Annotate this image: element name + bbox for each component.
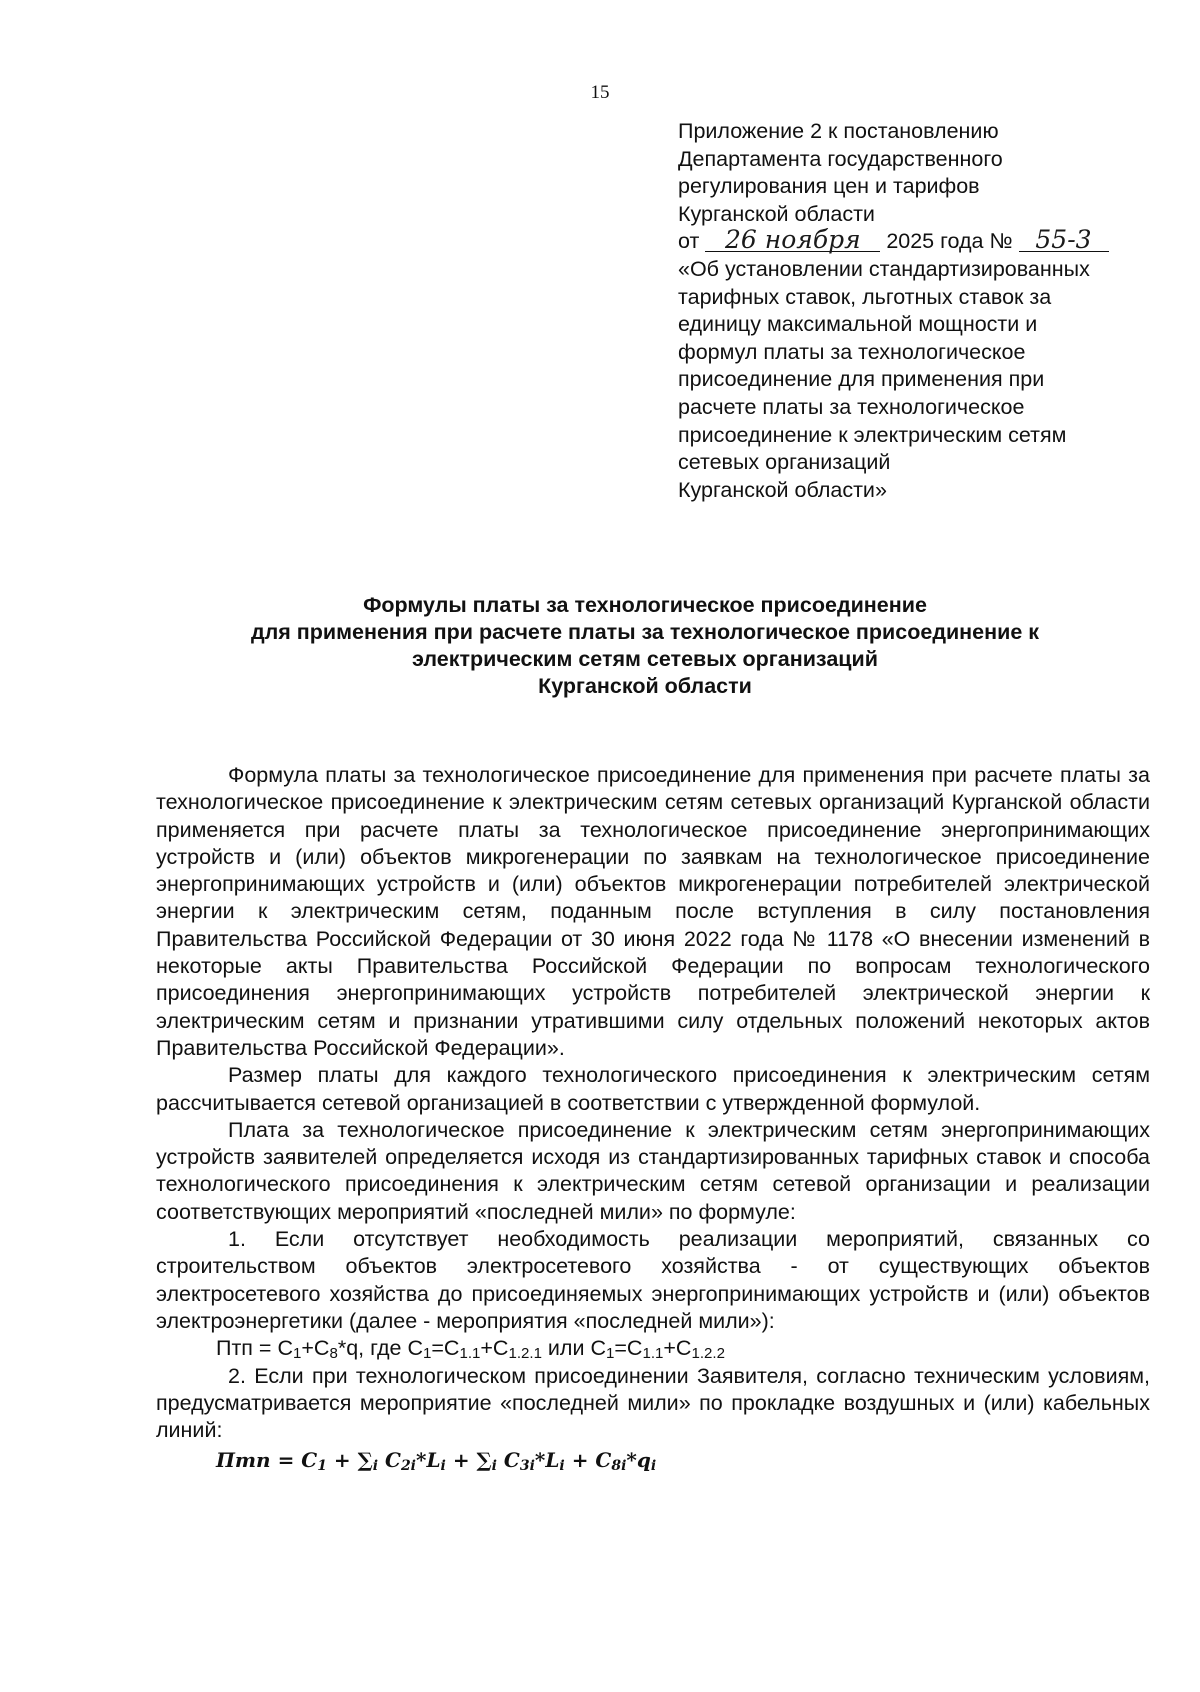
formula-subscript: i [650,1458,657,1475]
appendix-title-line: формул платы за технологическое [678,339,1026,364]
document-body [156,762,1150,1475]
appendix-title-line: сетевых организаций [678,450,891,475]
appendix-date-line [678,225,1148,256]
formula-term: =C [614,1336,643,1361]
formula-subscript: 3i [519,1458,535,1475]
formula-subscript: 1 [422,1345,432,1363]
formula-subscript: 1 [605,1345,615,1363]
handwritten-number: 55-3 [1019,229,1109,252]
paragraph-case-1: 1. Если отсутствует необходимость реализации мероприятий, связанных со строительством объектов электросетевого хозяйства - от существующих объектов электросетевого хозяйства до присоединяемых энергопринимающих устройств и (или) объектов электроэнергетики (далее - мероприятия «последней мили»): [156,1227,1150,1333]
formula-term: *q, где C [337,1336,423,1361]
page-number: 15 [590,82,610,103]
formula-case-1 [156,1335,1150,1362]
appendix-header [678,118,1148,504]
formula-term: C [496,1448,520,1473]
formula-term: =C [431,1336,460,1361]
formula-subscript: 1.1 [459,1345,481,1363]
formula-term: +C [480,1336,509,1361]
formula-subscript: 1 [317,1458,327,1475]
appendix-title-line: Курганской области» [678,477,887,502]
appendix-title-line: тарифных ставок, льготных ставок за [678,284,1052,309]
year-text: 2025 года № [886,229,1013,254]
title-line: для применения при расчете платы за технологическое присоединение к [250,620,1040,644]
appendix-title-line: «Об установлении стандартизированных [678,256,1090,281]
formula-subscript: 2i [400,1458,416,1475]
paragraph-case-2: 2. Если при технологическом присоединении Заявителя, согласно техническим условиям, предусматривается мероприятие «последней мили» по прокладке воздушных и (или) кабельных линий: [156,1363,1150,1443]
date-prefix: от [678,229,700,254]
formula-subscript: i [440,1458,446,1475]
appendix-title-line: единицу максимальной мощности и [678,312,1038,337]
formula-term: C [378,1448,401,1473]
appendix-line: регулирования цен и тарифов [678,174,980,199]
formula-subscript: 8i [611,1458,627,1475]
formula-term: *L [534,1448,560,1473]
formula-term: или C [541,1336,606,1361]
formula-subscript: 1.1 [642,1345,664,1363]
paragraph-fee-size: Размер платы для каждого технологического присоединения к электрическим сетям рассчитывается сетевой организацией в соответствии с утвержденной формулой. [156,1063,1150,1115]
formula-subscript: 1.2.2 [691,1345,725,1363]
paragraph-fee-basis: Плата за технологическое присоединение к электрическим сетям энергопринимающих устройств заявителей определяется исходя из стандартизированных тарифных ставок и способа технологического присоединения к электрическим сетям сетевой организации и реализации соответствующих мероприятий «последней мили» по формуле: [156,1117,1150,1224]
formula-term: + ∑ [445,1448,492,1473]
handwritten-date: 26 ноября [705,229,880,252]
formula-term: *q [626,1448,651,1473]
appendix-line: Департамента государственного [678,146,1003,171]
appendix-line: Курганской области [678,201,875,226]
title-line: Формулы платы за технологическое присоединение [363,593,927,617]
formula-subscript: i [372,1458,379,1475]
document-title [150,592,1140,700]
formula-subscript: 1 [292,1345,302,1363]
formula-term: C [301,1448,318,1473]
formula-term: + ∑ [326,1448,373,1473]
appendix-title-line: присоединение к электрическим сетям [678,422,1067,447]
appendix-title-line: расчете платы за технологическое [678,394,1025,419]
formula-term: *L [416,1448,441,1473]
formula-term: Птп = C [216,1336,293,1361]
formula-term: +C [663,1336,692,1361]
formula-term: Птп = [216,1448,302,1473]
formula-subscript: i [559,1458,565,1475]
appendix-line: Приложение 2 к постановлению [678,119,999,143]
formula-subscript: i [491,1458,497,1475]
formula-term: +C [301,1336,330,1361]
title-line: электрическим сетям сетевых организаций [412,647,878,671]
formula-subscript: 1.2.1 [508,1345,542,1363]
formula-case-2 [156,1447,1150,1474]
title-line: Курганской области [538,674,752,698]
formula-term: + C [564,1448,612,1473]
formula-subscript: 8 [329,1345,338,1363]
paragraph-scope: Формула платы за технологическое присоединение для применения при расчете платы за технологическое присоединение к электрическим сетям сетевых организаций Курганской области применяется при расчете платы за технологическое присоединение энергопринимающих устройств и (или) объектов микрогенерации по заявкам на технологическое присоединение энергопринимающих устройств и (или) объектов микрогенерации потребителей электрической энергии к электрическим сетям, поданным после вступления в силу постановления Правительства Российской Федерации от 30 июня 2022 года № 1178 «О внесении изменений в некоторые акты Правительства Российской Федерации по вопросам технологического присоединения энергопринимающих устройств потребителей электрической энергии к электрическим сетям и признании утратившими силу отдельных положений некоторых актов Правительства Российской Федерации». [156,763,1150,1060]
appendix-title-line: присоединение для применения при [678,367,1045,392]
